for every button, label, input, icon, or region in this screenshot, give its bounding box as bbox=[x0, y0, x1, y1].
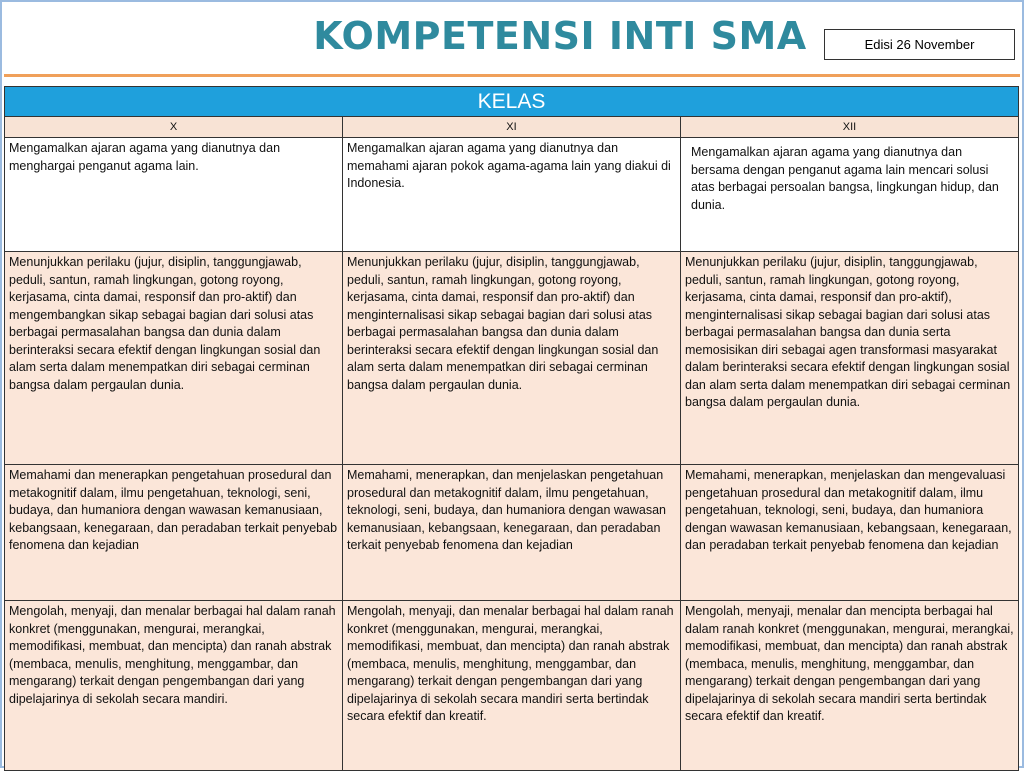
table-cell: Mengamalkan ajaran agama yang dianutnya dan bersama dengan penganut agama lain mencari solusi atas berbagai persoalan bangsa, lingkungan hidup, dan dunia. bbox=[681, 138, 1019, 252]
table-cell: Memahami, menerapkan, dan menjelaskan pengetahuan prosedural dan metakognitif dalam, ilmu pengetahuan, teknologi, seni, budaya, dan humaniora dengan wawasan kemanusiaan, kebangsaan, kenegaraan, dan peradaban terkait penyebab fenomena dan kejadian bbox=[343, 465, 681, 601]
table-cell: Mengamalkan ajaran agama yang dianutnya dan memahami ajaran pokok agama-agama lain yang diakui di Indonesia. bbox=[343, 138, 681, 252]
table-row-ki4 bbox=[5, 601, 1019, 771]
column-header-x: X bbox=[5, 117, 343, 138]
table-cell: Menunjukkan perilaku (jujur, disiplin, tanggungjawab, peduli, santun, ramah lingkungan, gotong royong, kerjasama, cinta damai, responsif dan pro-aktif), menginternalisasi sikap sebagai bagian dari solusi atas berbagai permasalahan bangsa dan dunia serta memosisikan diri sebagai agen transformasi masyarakat dalam berinteraksi secara efektif dengan lingkungan sosial dan alam serta dalam menempatkan diri sebagai cerminan bangsa dalam pergaulan dunia. bbox=[681, 252, 1019, 465]
table-column-header-row bbox=[5, 117, 1019, 138]
slide-title: KOMPETENSI INTI SMA bbox=[313, 14, 807, 58]
column-header-xii: XII bbox=[681, 117, 1019, 138]
table-cell: Memahami dan menerapkan pengetahuan prosedural dan metakognitif dalam, ilmu pengetahuan, teknologi, seni, budaya, dan humaniora dengan wawasan kemanusiaan, kebangsaan, kenegaraan, dan peradaban terkait penyebab fenomena dan kejadian bbox=[5, 465, 343, 601]
table-cell: Memahami, menerapkan, menjelaskan dan mengevaluasi pengetahuan prosedural dan metakognitif dalam, ilmu pengetahuan, teknologi, seni, budaya, dan humaniora dengan wawasan kemanusiaan, kebangsaan, kenegaraan, dan peradaban terkait penyebab fenomena dan kejadian bbox=[681, 465, 1019, 601]
table-group-header-row bbox=[5, 87, 1019, 117]
table-cell: Mengolah, menyaji, dan menalar berbagai hal dalam ranah konkret (menggunakan, mengurai, merangkai, memodifikasi, membuat, dan mencipta) dan ranah abstrak (membaca, menulis, menghitung, menggambar, dan mengarang) terkait dengan pengembangan dari yang dipelajarinya di sekolah secara mandiri. bbox=[5, 601, 343, 771]
competency-table bbox=[4, 86, 1019, 771]
edition-label: Edisi 26 November bbox=[824, 29, 1015, 60]
divider-rule bbox=[4, 74, 1020, 77]
table-cell: Mengolah, menyaji, menalar dan mencipta berbagai hal dalam ranah konkret (menggunakan, mengurai, merangkai, memodifikasi, membuat, dan mencipta) dan ranah abstrak (membaca, menulis, menghitung, menggambar, dan mengarang) terkait dengan pengembangan dari yang dipelajarinya di sekolah secara mandiri serta bertindak secara efektif dan kreatif. bbox=[681, 601, 1019, 771]
table-row-ki1 bbox=[5, 138, 1019, 252]
table-cell: Menunjukkan perilaku (jujur, disiplin, tanggungjawab, peduli, santun, ramah lingkungan, gotong royong, kerjasama, cinta damai, responsif dan pro-aktif) dan menginternalisasi sikap sebagai bagian dari solusi atas berbagai permasalahan bangsa dan dunia dalam berinteraksi secara efektif dengan lingkungan sosial dan alam serta dalam menempatkan diri sebagai cerminan bangsa dalam pergaulan dunia. bbox=[343, 252, 681, 465]
table-cell: Mengolah, menyaji, dan menalar berbagai hal dalam ranah konkret (menggunakan, mengurai, merangkai, memodifikasi, membuat, dan mencipta) dan ranah abstrak (membaca, menulis, menghitung, menggambar, dan mengarang) terkait dengan pengembangan dari yang dipelajarinya di sekolah secara mandiri serta bertindak secara efektif dan kreatif. bbox=[343, 601, 681, 771]
table-cell: Menunjukkan perilaku (jujur, disiplin, tanggungjawab, peduli, santun, ramah lingkungan, gotong royong, kerjasama, cinta damai, responsif dan pro-aktif) dan mengembangkan sikap sebagai bagian dari solusi atas berbagai permasalahan bangsa dan dunia dalam berinteraksi secara efektif dengan lingkungan sosial dan alam serta dalam menempatkan diri sebagai cerminan bangsa dalam pergaulan dunia. bbox=[5, 252, 343, 465]
kelas-header: KELAS bbox=[5, 87, 1019, 117]
table-row-ki2 bbox=[5, 252, 1019, 465]
column-header-xi: XI bbox=[343, 117, 681, 138]
table-row-ki3 bbox=[5, 465, 1019, 601]
table-cell: Mengamalkan ajaran agama yang dianutnya dan menghargai penganut agama lain. bbox=[5, 138, 343, 252]
